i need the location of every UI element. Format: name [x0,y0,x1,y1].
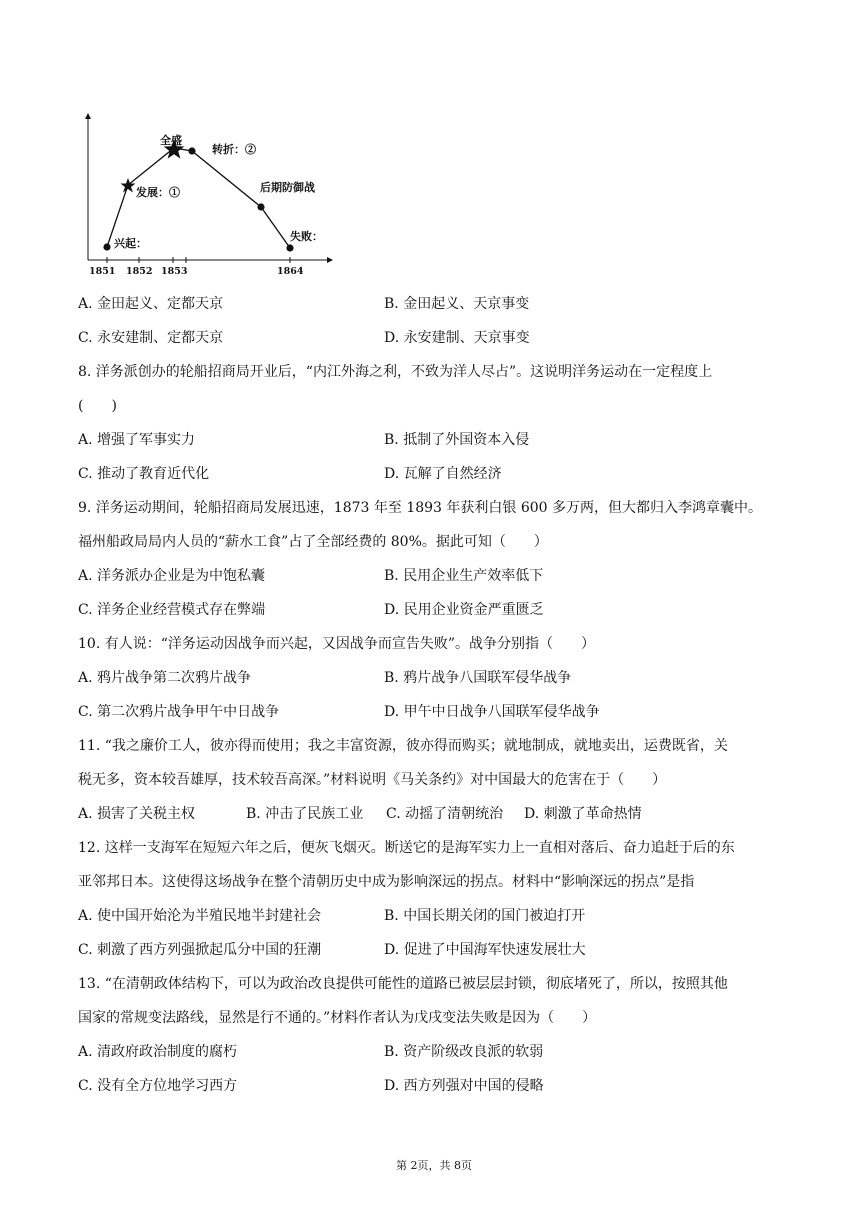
q9-stem-line2: 福州船政局局内人员的“薪水工食”占了全部经费的 80%。据此可知（ ） [78,534,548,550]
q12-stem-line1: 12. 这样一支海军在短短六年之后，便灰飞烟灭。断送它的是海军实力上一直相对落后、奋力追赶于后的东 [78,840,735,856]
q10-option-c[interactable]: C. 第二次鸦片战争甲午中日战争 [78,704,280,720]
label-turn: 转折：② [212,143,256,156]
page-footer: 第 2页，共 8页 [396,1159,472,1172]
q13-option-d[interactable]: D. 西方列强对中国的侵略 [384,1078,544,1094]
q13-option-b[interactable]: B. 资产阶级改良派的软弱 [384,1044,544,1060]
q10-stem-line1: 10. 有人说：“洋务运动因战争而兴起，又因战争而宣告失败”。战争分别指（ ） [78,636,596,652]
q13-stem-line2: 国家的常规变法路线，显然是行不通的。”材料作者认为戊戌变法失败是因为（ ） [78,1010,597,1026]
q12-option-a[interactable]: A. 使中国开始沦为半殖民地半封建社会 [78,908,322,924]
q9-option-d[interactable]: D. 民用企业资金严重匮乏 [384,602,544,618]
timeline-chart [76,112,338,282]
q11-option-a[interactable]: A. 损害了关税主权 [78,806,196,822]
q8-option-b[interactable]: B. 抵制了外国资本入侵 [384,432,530,448]
label-peak: 全盛 [160,134,182,147]
q11-option-b[interactable]: B. 冲击了民族工业 [246,806,364,822]
q12-option-c[interactable]: C. 刺激了西方列强掀起瓜分中国的狂潮 [78,942,322,958]
q10-option-a[interactable]: A. 鸦片战争第二次鸦片战争 [78,670,252,686]
q7-option-d[interactable]: D. 永安建制、天京事变 [384,330,530,346]
label-fail: 失败： [290,230,323,243]
year-1853: 1853 [161,266,188,277]
q7-option-c[interactable]: C. 永安建制、定都天京 [78,330,224,346]
q10-option-d[interactable]: D. 甲午中日战争八国联军侵华战争 [384,704,600,720]
timeline-figure [76,112,338,282]
q12-option-d[interactable]: D. 促进了中国海军快速发展壮大 [384,942,586,958]
q11-option-c[interactable]: C. 动摇了清朝统治 [386,806,504,822]
label-develop: 发展：① [136,186,180,199]
q11-stem-line2: 税无多，资本较吾雄厚，技术较吾高深。”材料说明《马关条约》对中国最大的危害在于（ ） [78,772,667,788]
q8-stem-line1: 8. 洋务派创办的轮船招商局开业后，“内江外海之利，不致为洋人尽占”。这说明洋务运动在一定程度上 [78,364,713,380]
q12-stem-line2: 亚邻邦日本。这使得这场战争在整个清朝历史中成为影响深远的拐点。材料中“影响深远的拐点”是指 [78,874,695,890]
q13-option-c[interactable]: C. 没有全方位地学习西方 [78,1078,238,1094]
label-defense: 后期防御战 [260,181,315,194]
q8-option-d[interactable]: D. 瓦解了自然经济 [384,466,502,482]
q11-option-d[interactable]: D. 刺激了革命热情 [524,806,642,822]
year-1852: 1852 [126,266,153,277]
q13-stem-line1: 13. “在清朝政体结构下，可以为政治改良提供可能性的道路已被层层封锁，彻底堵死了，所以，按照其他 [78,976,728,992]
q8-option-c[interactable]: C. 推动了教育近代化 [78,466,210,482]
point-turn [188,147,195,154]
q12-option-b[interactable]: B. 中国长期关闭的国门被迫打开 [384,908,586,924]
trend-line [107,148,290,248]
q10-option-b[interactable]: B. 鸦片战争八国联军侵华战争 [384,670,572,686]
q13-option-a[interactable]: A. 清政府政治制度的腐朽 [78,1044,238,1060]
point-defense [257,203,264,210]
q8-option-a[interactable]: A. 增强了军事实力 [78,432,196,448]
q8-stem-line2: ( ) [78,398,117,414]
q11-stem-line1: 11. “我之廉价工人，彼亦得而使用；我之丰富资源，彼亦得而购买；就地制成，就地卖出，运费既省，关 [78,738,728,754]
point-rise [103,243,110,250]
q9-option-c[interactable]: C. 洋务企业经营模式存在弊端 [78,602,266,618]
year-1864: 1864 [277,266,304,277]
q9-option-b[interactable]: B. 民用企业生产效率低下 [384,568,544,584]
q9-stem-line1: 9. 洋务运动期间，轮船招商局发展迅速，1873 年至 1893 年获利白银 600 多万两，但大都归入李鸿章囊中。 [78,500,763,516]
point-fail [286,244,293,251]
q7-option-a[interactable]: A. 金田起义、定都天京 [78,296,224,312]
label-rise: 兴起： [114,237,147,250]
year-1851: 1851 [89,266,116,277]
q9-option-a[interactable]: A. 洋务派办企业是为中饱私囊 [78,568,266,584]
q7-option-b[interactable]: B. 金田起义、天京事变 [384,296,530,312]
